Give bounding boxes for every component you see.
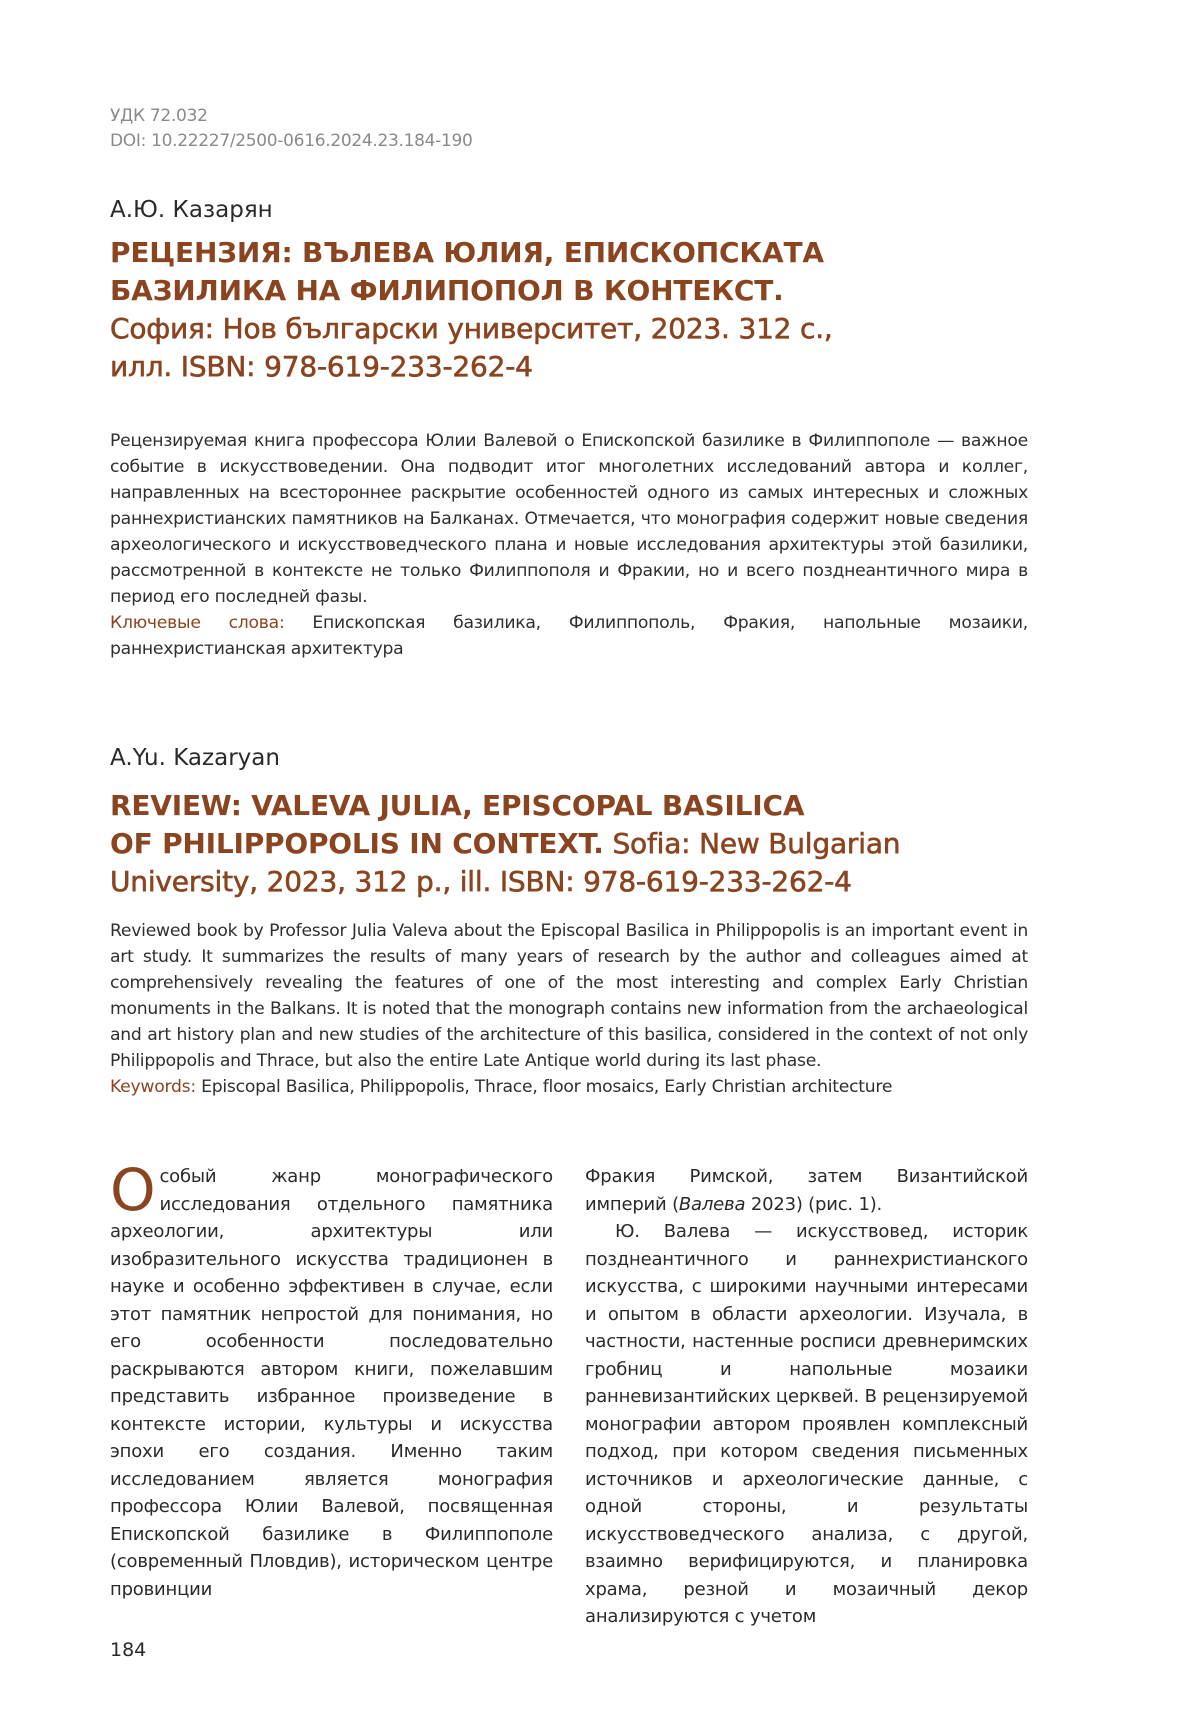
article-metadata	[110, 104, 473, 154]
title-en-line-1: REVIEW: VALEVA JULIA, EPISCOPAL BASILICA	[110, 789, 805, 822]
title-en	[110, 787, 1010, 901]
abstract-ru-text: Рецензируемая книга профессора Юлии Валевой о Епископской базилике в Филиппополе — важное событие в искусствоведении. Она подводит итог многолетних исследований автора и коллег, направленных на всестороннее раскрытие особенностей одного из самых интересных и сложных раннехристианских памятников на Балканах. Отмечается, что монография содержит новые сведения археологического и искусствоведческого плана и новые исследования архитектуры этой базилики, рассмотренной в контексте не только Филиппополя и Фракии, но и всего позднеантичного мира в период его последней фазы.	[110, 431, 1028, 607]
body-column-left	[110, 1156, 553, 1603]
abstract-en	[110, 918, 1028, 1100]
author-ru: А.Ю. Казарян	[110, 197, 273, 223]
page-number: 184	[110, 1639, 147, 1661]
udk-code: УДК 72.032	[110, 106, 208, 126]
title-en-line-2	[110, 825, 1010, 863]
title-ru	[110, 234, 1010, 386]
body-columns	[110, 1156, 1028, 1627]
title-ru-line-3: София: Нов български университет, 2023. 312 с.,	[110, 312, 833, 345]
title-en-line-2-bold: OF PHILIPPOPOLIS IN CONTEXT.	[110, 827, 604, 860]
keywords-label-en: Keywords:	[110, 1077, 196, 1097]
keywords-ru: Епископская базилика, Филиппополь, Фракия, напольные мозаики, раннехристианская архитектура	[110, 613, 1029, 659]
body-paragraph-1-text: собый жанр монографического исследования отдельного памятника археологии, архитектуры или изобразительного искусства традиционен в науке и особенно эффективен в случае, если этот памятник непростой для понимания, но его особенности последовательно раскрываются автором книги, пожелавшим представить избранное произведение в контексте истории, культуры и искусства эпохи его создания. Именно таким исследованием является монография профессора Юлии Валевой, посвященная Епископской базилике в Филиппополе (современный Пловдив), историческом центре провинции	[110, 1166, 553, 1600]
title-en-line-3: University, 2023, 312 p., ill. ISBN: 978-619-233-262-4	[110, 865, 852, 898]
title-ru-line-2: БАЗИЛИКА НА ФИЛИПОПОЛ В КОНТЕКСТ.	[110, 274, 784, 307]
body-paragraph-1-cont	[585, 1163, 1028, 1218]
abstract-en-text: Reviewed book by Professor Julia Valeva about the Episcopal Basilica in Philippopolis is an important event in art study. It summarizes the results of many years of research by the author and colleagues aimed at comprehensively revealing the features of one of the most interesting and complex Early Christian monuments in the Balkans. It is noted that the monograph contains new information from the archaeological and art history plan and new studies of the architecture of this basilica, considered in the context of not only Philippopolis and Thrace, but also the entire Late Antique world during its last phase.	[110, 921, 1028, 1071]
keywords-label-ru: Ключевые слова:	[110, 613, 285, 633]
body-text-span: Фракия Римской, затем Византийской империй (	[585, 1166, 1028, 1215]
doi: DOI: 10.22227/2500-0616.2024.23.184-190	[110, 131, 473, 151]
body-column-right	[585, 1163, 1028, 1631]
keywords-en: Episcopal Basilica, Philippopolis, Thrace, floor mosaics, Early Christian architecture	[195, 1077, 893, 1097]
body-paragraph-1	[110, 1156, 553, 1603]
author-en: A.Yu. Kazaryan	[110, 745, 280, 771]
drop-cap: О	[110, 1156, 156, 1224]
citation-author: Валева	[678, 1193, 746, 1215]
abstract-ru	[110, 428, 1028, 662]
title-en-line-2-rest: Sofia: New Bulgarian	[603, 827, 901, 860]
body-paragraph-2: Ю. Валева — искусствовед, историк позднеантичного и раннехристианского искусства, с широкими научными интересами и опытом в области археологии. Изучала, в частности, настенные росписи древнеримских гробниц и напольные мозаики ранневизантийских церквей. В рецензируемой монографии автором проявлен комплексный подход, при котором сведения письменных источников и археологические данные, с одной стороны, и результаты искусствоведческого анализа, с другой, взаимно верифицируются, и планировка храма, резной и мозаичный декор анализируются с учетом	[585, 1221, 1028, 1627]
title-ru-line-1: РЕЦЕНЗИЯ: ВЪЛЕВА ЮЛИЯ, ЕПИСКОПСКАТА	[110, 236, 824, 269]
body-text-span: 2023) (рис. 1).	[745, 1193, 883, 1215]
title-ru-line-4: илл. ISBN: 978-619-233-262-4	[110, 350, 533, 383]
